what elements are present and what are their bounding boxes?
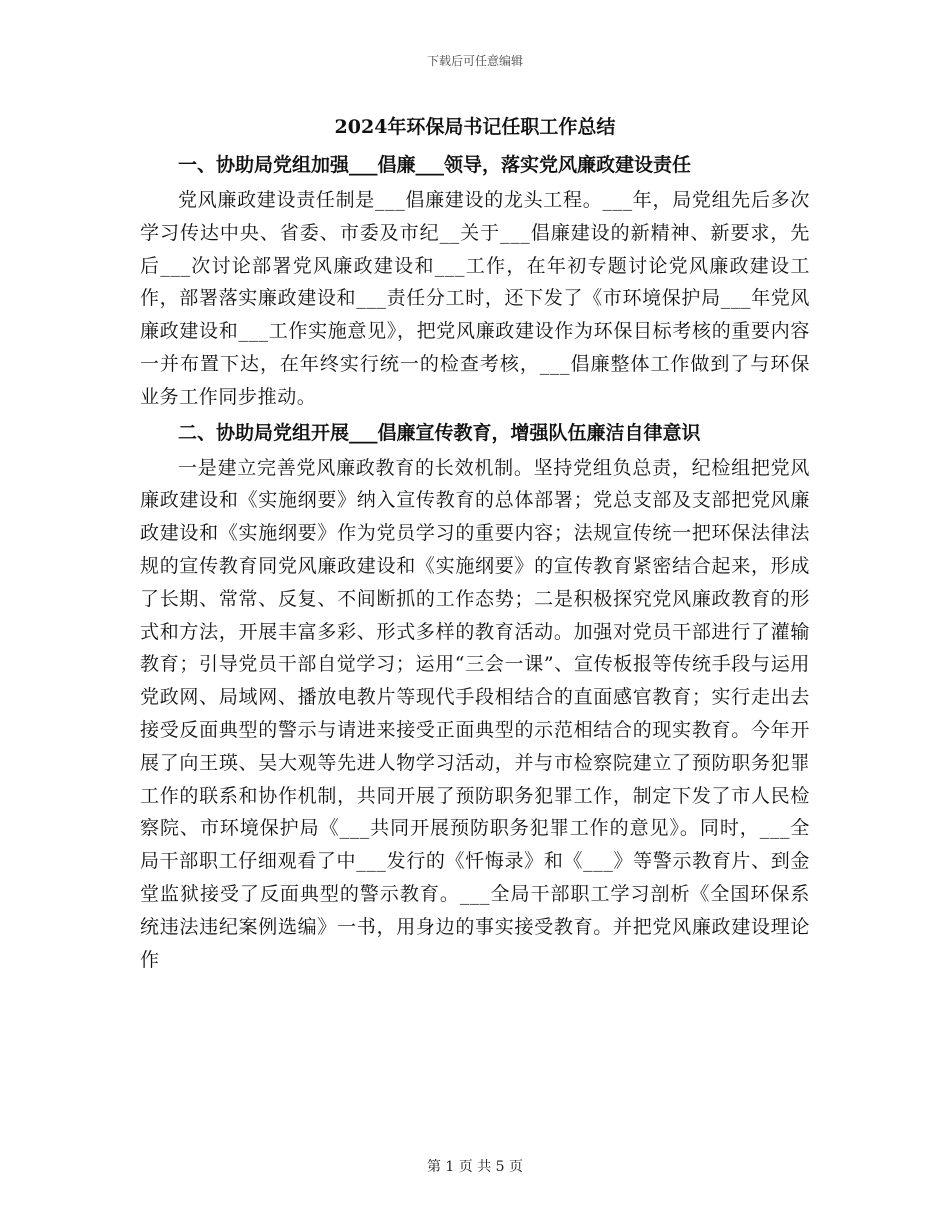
page-header-note: 下载后可任意编辑 — [426, 54, 523, 68]
section-2-paragraph: 一是建立完善党风廉政教育的长效机制。坚持党组负总责，纪检组把党风廉政建设和《实施纲要》纳入宣传教育的总体部署；党总支部及支部把党风廉政建设和《实施纲要》作为党员学习的重要内容；法规宣传统一把环保法律法规的宣传教育同党风廉政建设和《实施纲要》的宣传教育紧密结合起来，形成了长期、常常、反复、不间断抓的工作态势；二是积极探究党风廉政教育的形式和方法，开展丰富多彩、形式多样的教育活动。加强对党员干部进行了灌输教育；引导党员干部自觉学习；运用“三会一课”、宣传板报等传统手段与运用党政网、局域网、播放电教片等现代手段相结合的直面感官教育；实行走出去接受反面典型的警示与请进来接受正面典型的示范相结合的现实教育。今年开展了向王瑛、吴大观等先进人物学习活动，并与市检察院建立了预防职务犯罪工作的联系和协作机制，共同开展了预防职务犯罪工作，制定下发了市人民检察院、市环境保护局《___共同开展预防职务犯罪工作的意见》。同时，___全局干部职工仔细观看了中___发行的《忏悔录》和《___》等警示教育片、到金堂监狱接受了反面典型的警示教育。___全局干部职工学习剖析《全国环保系统违法违纪案例选编》一书，用身边的事实接受教育。并把党风廉政建设理论作 — [140, 456, 810, 971]
document-title: 2024年环保局书记任职工作总结 — [334, 116, 616, 138]
section-1 — [140, 146, 810, 414]
section-1-paragraph: 党风廉政建设责任制是___倡廉建设的龙头工程。___年，局党组先后多次学习传达中央、省委、市委及市纪__关于___倡廉建设的新精神、新要求，先后___次讨论部署党风廉政建设和___工作，在年初专题讨论党风廉政建设工作，部署落实廉政建设和___责任分工时，还下发了《市环境保护局___年党风廉政建设和___工作实施意见》，把党风廉政建设作为环保目标考核的重要内容一并布置下达，在年终实行统一的检查考核，___倡廉整体工作做到了与环保业务工作同步推动。 — [140, 189, 810, 408]
page-number: 第 1 页 共 5 页 — [426, 1159, 524, 1175]
section-1-heading: 一、协助局党组加强___倡廉___领导，落实党风廉政建设责任 — [178, 154, 692, 176]
document-body — [140, 108, 810, 976]
section-2 — [140, 414, 810, 977]
section-2-heading: 二、协助局党组开展___倡廉宣传教育，增强队伍廉洁自律意识 — [178, 421, 701, 444]
